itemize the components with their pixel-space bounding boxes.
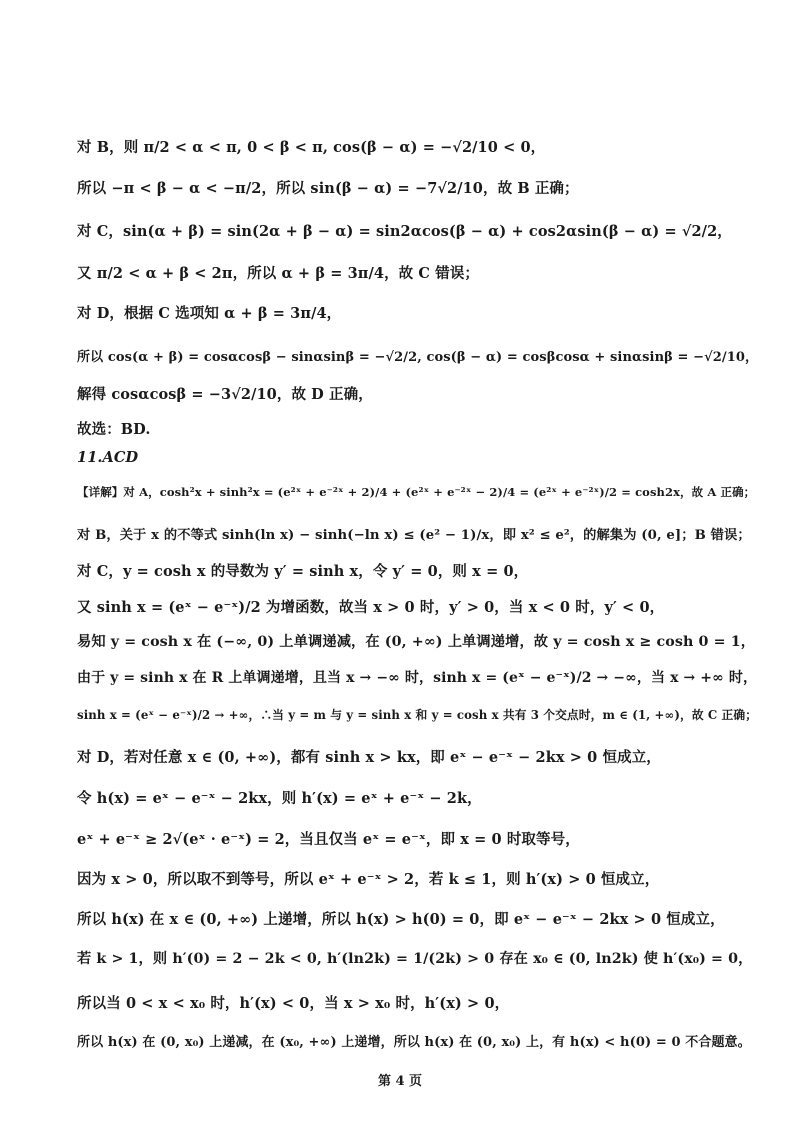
text-line: 若 k > 1，则 h′(0) = 2 − 2k < 0, h′(ln2k) = 1/(2k) > 0 存在 x₀ ∈ (0, ln2k) 使 h′(x₀) = 0， xyxy=(77,951,753,967)
text-line: 所以 cos(α + β) = cosαcosβ − sinαsinβ = −√2/2, cos(β − α) = cosβcosα + sinαsinβ = −√2/10， xyxy=(77,350,759,365)
text-line: 所以当 0 < x < x₀ 时，h′(x) < 0，当 x > x₀ 时，h′(x) > 0， xyxy=(77,995,510,1012)
text-line: 易知 y = cosh x 在 (−∞, 0) 上单调递减，在 (0, +∞) 上单调递增，故 y = cosh x ≥ cosh 0 = 1， xyxy=(77,634,756,650)
text-line: 所以 h(x) 在 (0, x₀) 上递减，在 (x₀, +∞) 上递增，所以 h(x) 在 (0, x₀) 上，有 h(x) < h(0) = 0 不合题意。 xyxy=(77,1035,751,1050)
text-line: 解得 cosαcosβ = −3√2/10，故 D 正确， xyxy=(77,386,373,403)
text-line: 对 B，关于 x 的不等式 sinh(ln x) − sinh(−ln x) ≤ (e² − 1)/x，即 x² ≤ e²，的解集为 (0, e]；B 错误； xyxy=(77,528,751,543)
text-line: 对 D，根据 C 选项知 α + β = 3π/4， xyxy=(77,305,342,322)
text-line: 因为 x > 0，所以取不到等号，所以 eˣ + e⁻ˣ > 2，若 k ≤ 1，则 h′(x) > 0 恒成立， xyxy=(77,871,660,888)
text-line: 【详解】对 A，cosh²x + sinh²x = (e²ˣ + e⁻²ˣ + 2)/4 + (e²ˣ + e⁻²ˣ − 2)/4 = (e²ˣ + e⁻²ˣ)/2 = cosh2x，故 A 正确； xyxy=(77,485,756,499)
text-line: 又 sinh x = (eˣ − e⁻ˣ)/2 为增函数，故当 x > 0 时，y′ > 0，当 x < 0 时，y′ < 0， xyxy=(77,599,665,616)
text-line: 由于 y = sinh x 在 R 上单调递增，且当 x → −∞ 时，sinh x = (eˣ − e⁻ˣ)/2 → −∞，当 x → +∞ 时， xyxy=(77,670,758,686)
text-line: 故选：BD. xyxy=(77,421,151,438)
text-line: 所以 −π < β − α < −π/2，所以 sin(β − α) = −7√2/10，故 B 正确； xyxy=(77,180,579,197)
text-line: 所以 h(x) 在 x ∈ (0, +∞) 上递增，所以 h(x) > h(0) = 0，即 eˣ − e⁻ˣ − 2kx > 0 恒成立， xyxy=(77,911,725,928)
text-line: sinh x = (eˣ − e⁻ˣ)/2 → +∞，∴当 y = m 与 y = sinh x 和 y = cosh x 共有 3 个交点时，m ∈ (1, +∞)，故 C 正确； xyxy=(77,708,758,722)
text-line: 对 C，y = cosh x 的导数为 y′ = sinh x，令 y′ = 0，则 x = 0， xyxy=(77,563,529,580)
text-line: 对 C，sin(α + β) = sin(2α + β − α) = sin2αcos(β − α) + cos2αsin(β − α) = √2/2， xyxy=(77,223,732,240)
text-line: 又 π/2 < α + β < 2π，所以 α + β = 3π/4，故 C 错误； xyxy=(77,265,480,282)
text-line: 令 h(x) = eˣ − e⁻ˣ − 2kx，则 h′(x) = eˣ + e⁻ˣ − 2k， xyxy=(77,790,482,807)
text-line: eˣ + e⁻ˣ ≥ 2√(eˣ · e⁻ˣ) = 2，当且仅当 eˣ = e⁻ˣ，即 x = 0 时取等号， xyxy=(77,831,580,848)
text-line: 对 B，则 π/2 < α < π, 0 < β < π, cos(β − α) = −√2/10 < 0， xyxy=(77,139,546,156)
answer-heading: 11.ACD xyxy=(77,449,139,466)
page-number: 第 4 页 xyxy=(377,1074,423,1089)
text-line: 对 D，若对任意 x ∈ (0, +∞)，都有 sinh x > kx，即 eˣ − e⁻ˣ − 2kx > 0 恒成立， xyxy=(77,749,661,766)
